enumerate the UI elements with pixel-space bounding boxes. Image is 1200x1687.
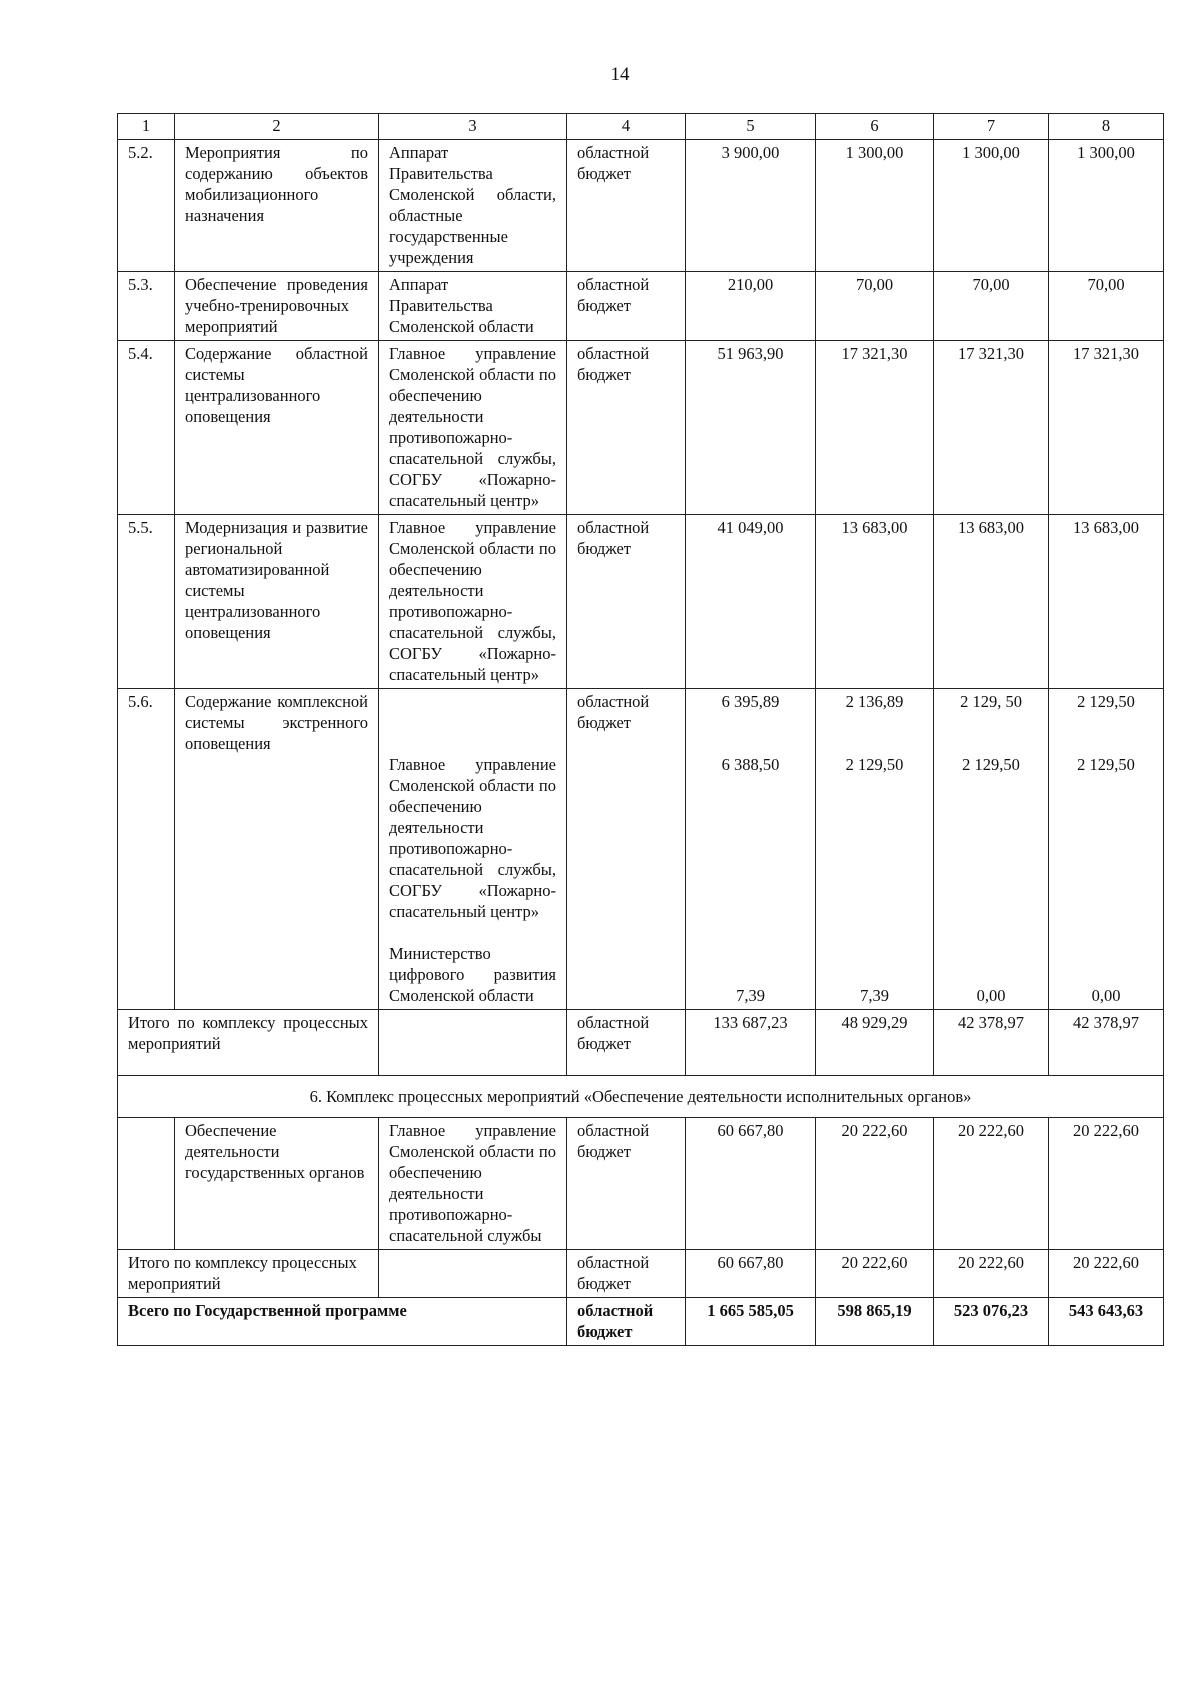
row-number: 5.3. [118, 272, 175, 341]
empty-cell [379, 1250, 567, 1298]
value-col7: 20 222,60 [934, 1250, 1049, 1298]
section-heading-row [118, 1076, 1164, 1118]
value-col8: 2 129,50 [1077, 692, 1135, 711]
value-col7: 70,00 [934, 272, 1049, 341]
value-col6: 7,39 [860, 986, 889, 1005]
value-col6: 48 929,29 [816, 1010, 934, 1076]
executor-group [379, 689, 567, 1010]
funding-source: областной бюджет [567, 1298, 686, 1346]
value-col6: 17 321,30 [816, 341, 934, 515]
executor: Министерство цифрового развития Смоленской области [389, 944, 556, 1005]
value-col8: 70,00 [1049, 272, 1164, 341]
executor: Главное управление Смоленской области по обеспечению деятельности противопожарно-спасательной службы, СОГБУ «Пожарно-спасательный центр» [389, 755, 556, 921]
funding-source: областной бюджет [567, 272, 686, 341]
funding-source: областной бюджет [567, 1250, 686, 1298]
value-col6: 20 222,60 [816, 1250, 934, 1298]
measure-name: Мероприятия по содержанию объектов мобилизационного назначения [175, 140, 379, 272]
executor: Главное управление Смоленской области по обеспечению деятельности противопожарно-спасательной службы, СОГБУ «Пожарно-спасательный центр» [379, 341, 567, 515]
value-col7: 523 076,23 [934, 1298, 1049, 1346]
value-col7: 13 683,00 [934, 515, 1049, 689]
header-cell: 8 [1049, 114, 1164, 140]
header-cell: 1 [118, 114, 175, 140]
value-col5: 210,00 [686, 272, 816, 341]
value-col8: 543 643,63 [1049, 1298, 1164, 1346]
value-col5: 3 900,00 [686, 140, 816, 272]
total-row [118, 1250, 1164, 1298]
row-number: 5.4. [118, 341, 175, 515]
page-number: 14 [610, 64, 630, 85]
value-col6: 2 136,89 [845, 692, 904, 711]
value-col5: 6 395,89 [721, 692, 780, 711]
measure-name: Содержание областной системы централизованного оповещения [175, 341, 379, 515]
table-row [118, 272, 1164, 341]
header-cell: 4 [567, 114, 686, 140]
row-number: 5.5. [118, 515, 175, 689]
value-col8: 13 683,00 [1049, 515, 1164, 689]
value-col5: 6 388,50 [721, 755, 780, 774]
value-col5: 7,39 [736, 986, 765, 1005]
value-col5: 1 665 585,05 [686, 1298, 816, 1346]
header-cell: 3 [379, 114, 567, 140]
table-row [118, 689, 1164, 1010]
value-col8: 20 222,60 [1049, 1118, 1164, 1250]
header-cell: 7 [934, 114, 1049, 140]
row-number: 5.6. [118, 689, 175, 1010]
total-label: Итого по комплексу процессных мероприятий [118, 1010, 379, 1076]
total-row [118, 1010, 1164, 1076]
value-col7: 17 321,30 [934, 341, 1049, 515]
measure-name: Содержание комплексной системы экстренного оповещения [175, 689, 379, 1010]
section-heading: 6. Комплекс процессных мероприятий «Обеспечение деятельности исполнительных органов» [118, 1076, 1164, 1118]
table-row [118, 140, 1164, 272]
measure-name: Модернизация и развитие региональной автоматизированной системы централизованного оповещения [175, 515, 379, 689]
grand-total-label: Всего по Государственной программе [118, 1298, 567, 1346]
row-number: 5.2. [118, 140, 175, 272]
value-col5: 133 687,23 [686, 1010, 816, 1076]
value-col8-group [1049, 689, 1164, 1010]
value-col7: 42 378,97 [934, 1010, 1049, 1076]
value-col8: 1 300,00 [1049, 140, 1164, 272]
grand-total-row [118, 1298, 1164, 1346]
table-row [118, 341, 1164, 515]
value-col7: 20 222,60 [934, 1118, 1049, 1250]
value-col5: 41 049,00 [686, 515, 816, 689]
value-col5: 60 667,80 [686, 1118, 816, 1250]
executor: Главное управление Смоленской области по обеспечению деятельности противопожарно-спасательной службы [379, 1118, 567, 1250]
value-col6: 2 129,50 [845, 755, 904, 774]
total-label: Итого по комплексу процессных мероприятий [118, 1250, 379, 1298]
value-col6: 20 222,60 [816, 1118, 934, 1250]
header-cell: 5 [686, 114, 816, 140]
value-col5: 51 963,90 [686, 341, 816, 515]
value-col8: 17 321,30 [1049, 341, 1164, 515]
row-number [118, 1118, 175, 1250]
value-col7: 1 300,00 [934, 140, 1049, 272]
value-col7: 2 129,50 [962, 755, 1020, 774]
funding-source: областной бюджет [567, 515, 686, 689]
funding-source: областной бюджет [567, 140, 686, 272]
value-col7: 2 129, 50 [960, 692, 1022, 711]
header-cell: 2 [175, 114, 379, 140]
executor: Главное управление Смоленской области по обеспечению деятельности противопожарно-спасательной службы, СОГБУ «Пожарно-спасательный центр» [379, 515, 567, 689]
table-row [118, 515, 1164, 689]
value-col8: 42 378,97 [1049, 1010, 1164, 1076]
value-col5: 60 667,80 [686, 1250, 816, 1298]
executor: Аппарат Правительства Смоленской области [379, 272, 567, 341]
value-col8: 0,00 [1091, 986, 1121, 1005]
funding-source: областной бюджет [567, 1010, 686, 1076]
funding-source: областной бюджет [567, 689, 686, 1010]
value-col7-group [934, 689, 1049, 1010]
value-col7: 0,00 [976, 986, 1006, 1005]
value-col6: 70,00 [816, 272, 934, 341]
empty-cell [379, 1010, 567, 1076]
value-col6: 1 300,00 [816, 140, 934, 272]
value-col6: 13 683,00 [816, 515, 934, 689]
header-row [118, 114, 1164, 140]
value-col6: 598 865,19 [816, 1298, 934, 1346]
measure-name: Обеспечение проведения учебно-тренировочных мероприятий [175, 272, 379, 341]
executor: Аппарат Правительства Смоленской области, областные государственные учреждения [379, 140, 567, 272]
value-col8: 20 222,60 [1049, 1250, 1164, 1298]
value-col5-group [686, 689, 816, 1010]
measure-name: Обеспечение деятельности государственных органов [175, 1118, 379, 1250]
header-cell: 6 [816, 114, 934, 140]
budget-table [117, 113, 1164, 1346]
funding-source: областной бюджет [567, 341, 686, 515]
table-row [118, 1118, 1164, 1250]
value-col6-group [816, 689, 934, 1010]
value-col8: 2 129,50 [1077, 755, 1135, 774]
funding-source: областной бюджет [567, 1118, 686, 1250]
